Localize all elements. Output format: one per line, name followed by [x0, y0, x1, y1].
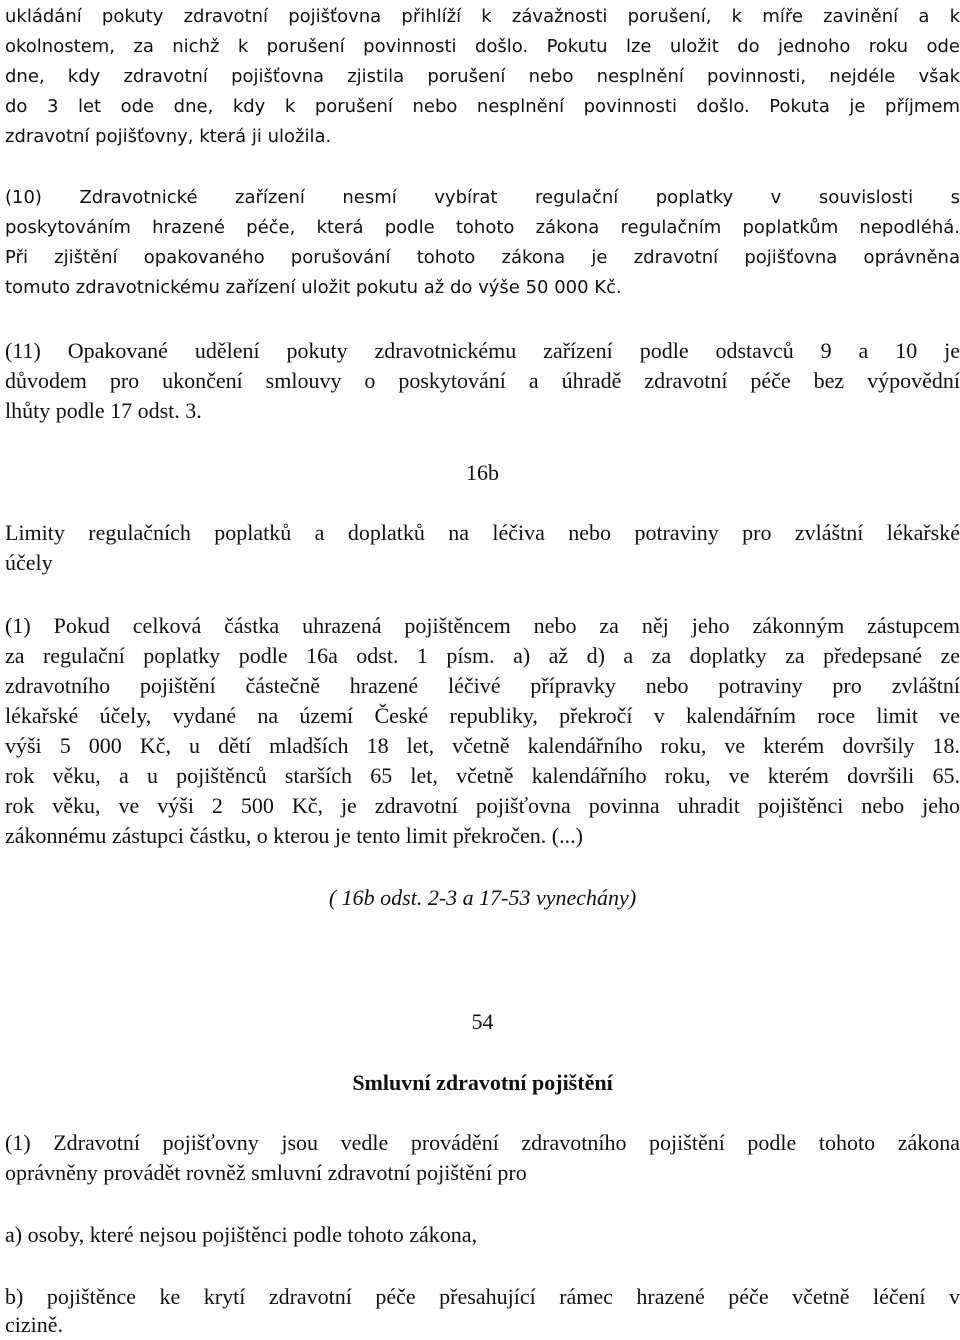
- section-16b-par1-line-6: rok věku, a u pojištěnců starších 65 let, včetně kalendářního roku, ve kterém dovršili 65.: [5, 763, 960, 788]
- section-16b-par1-line-3: zdravotního pojištění částečně hrazené léčivé přípravky nebo potraviny pro zvláštní: [5, 673, 960, 698]
- list-item-b-line-2: cizině.: [5, 1312, 64, 1337]
- fine-paragraph-line-5: zdravotní pojišťovny, která ji uložila.: [5, 126, 332, 147]
- omitted-sections-note: ( 16b odst. 2-3 a 17-53 vynechány): [328, 885, 637, 910]
- section-54-title: Smluvní zdravotní pojištění: [352, 1070, 613, 1095]
- section-16b-par1-line-7: rok věku, ve výši 2 500 Kč, je zdravotní pojišťovna povinna uhradit pojištěnci nebo jeho: [5, 793, 960, 818]
- fine-paragraph-line-2: okolnostem, za nichž k porušení povinnosti došlo. Pokutu lze uložit do jednoho roku ode: [5, 36, 960, 57]
- section-16b-par1-line-1: (1) Pokud celková částka uhrazená pojištěncem nebo za něj jeho zákonným zástupcem: [5, 613, 960, 638]
- section-54-heading: 54: [471, 1009, 494, 1034]
- section-16b-par1-line-8: zákonnému zástupci částku, o kterou je tento limit překročen. (...): [5, 823, 583, 848]
- paragraph-11-line-3: lhůty podle 17 odst. 3.: [5, 398, 202, 423]
- fine-paragraph-line-1: ukládání pokuty zdravotní pojišťovna přihlíží k závažnosti porušení, k míře zavinění a k: [5, 6, 960, 27]
- fine-paragraph-line-3: dne, kdy zdravotní pojišťovna zjistila porušení nebo nesplnění povinnosti, nejdéle však: [5, 66, 960, 87]
- section-16b-par1-line-2: za regulační poplatky podle 16a odst. 1 písm. a) až d) a za doplatky za předepsané ze: [5, 643, 960, 668]
- section-54-par1-line-2: oprávněny provádět rovněž smluvní zdravotní pojištění pro: [5, 1160, 527, 1185]
- section-16b-par1-line-5: výši 5 000 Kč, u dětí mladších 18 let, včetně kalendářního roku, ve kterém dovršily 18.: [5, 733, 960, 758]
- section-16b-par1-line-4: lékařské účely, vydané na území České republiky, překročí v kalendářním roce limit ve: [5, 703, 960, 728]
- paragraph-11-line-2: důvodem pro ukončení smlouvy o poskytování a úhradě zdravotní péče bez výpovědní: [5, 368, 960, 393]
- fine-paragraph-line-4: do 3 let ode dne, kdy k porušení nebo nesplnění povinnosti došlo. Pokuta je příjmem: [5, 96, 960, 117]
- section-16b-title-line-2: účely: [5, 550, 53, 575]
- list-item-b-line-1: b) pojištěnce ke krytí zdravotní péče přesahující rámec hrazené péče včetně léčení v: [5, 1284, 960, 1309]
- section-54-par1-line-1: (1) Zdravotní pojišťovny jsou vedle provádění zdravotního pojištění podle tohoto zákona: [5, 1130, 960, 1155]
- paragraph-10-line-2: poskytováním hrazené péče, která podle tohoto zákona regulačním poplatkům nepodléhá.: [5, 217, 960, 238]
- section-16b-title-line-1: Limity regulačních poplatků a doplatků na léčiva nebo potraviny pro zvláštní lékařské: [5, 520, 960, 545]
- paragraph-10-line-1: (10) Zdravotnické zařízení nesmí vybírat regulační poplatky v souvislosti s: [5, 187, 960, 208]
- paragraph-10-line-4: tomuto zdravotnickému zařízení uložit pokutu až do výše 50 000 Kč.: [5, 277, 622, 298]
- list-item-a: a) osoby, které nejsou pojištěnci podle tohoto zákona,: [5, 1222, 478, 1247]
- paragraph-10-line-3: Při zjištění opakovaného porušování tohoto zákona je zdravotní pojišťovna oprávněna: [5, 247, 960, 268]
- paragraph-11-line-1: (11) Opakované udělení pokuty zdravotnickému zařízení podle odstavců 9 a 10 je: [5, 338, 960, 363]
- section-16b-heading: 16b: [466, 460, 499, 485]
